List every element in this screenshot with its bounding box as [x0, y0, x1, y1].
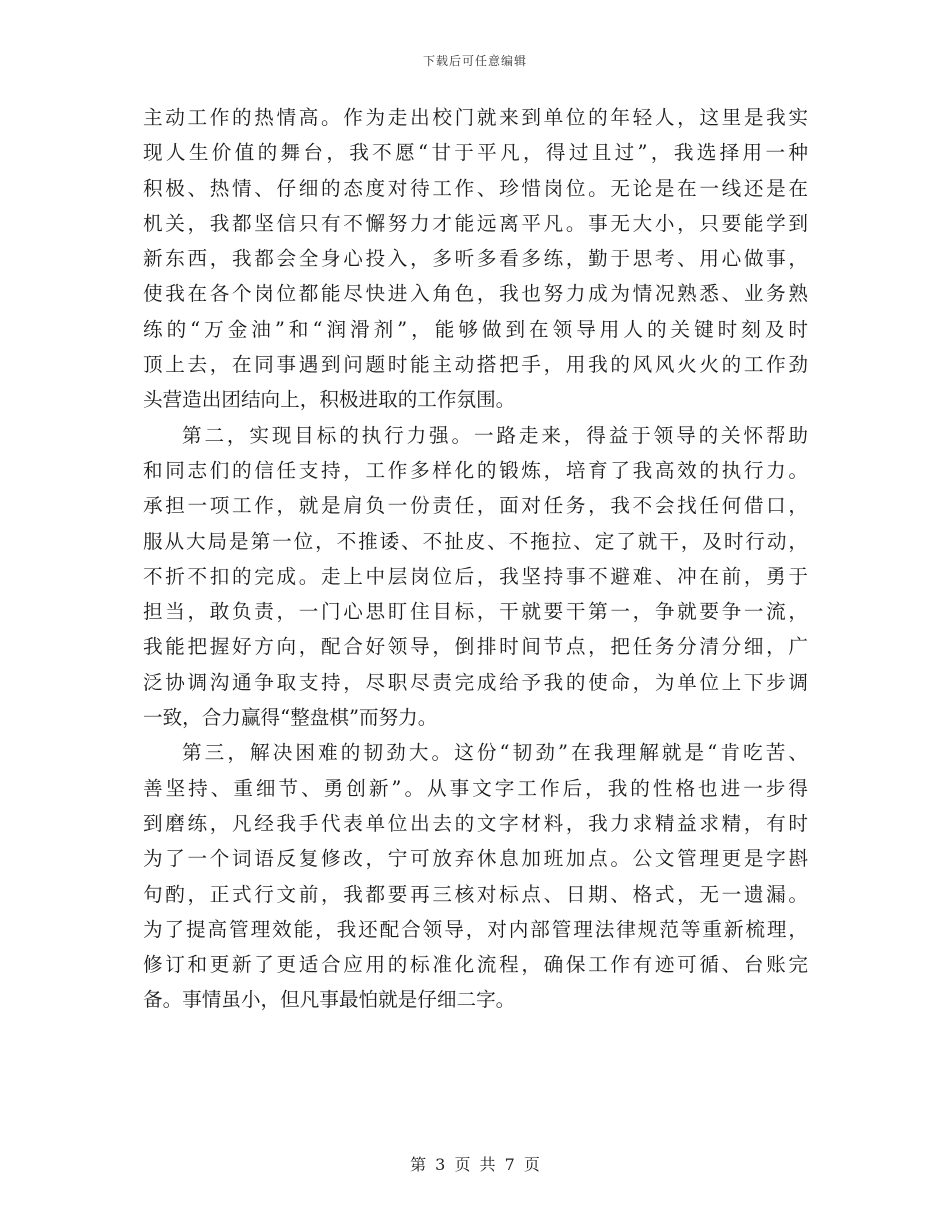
text-line: 顶上去，在同事遇到问题时能主动搭把手，用我的风风火火的工作劲: [143, 353, 808, 377]
text-line: 主动工作的热情高。作为走出校门就来到单位的年轻人，这里是我实: [143, 106, 808, 129]
text-line: 备。事情虽小，但凡事最怕就是仔细二字。: [143, 988, 516, 1012]
text-line: 服从大局是第一位，不推诿、不扯皮、不拖拉、定了就干，及时行动，: [143, 529, 808, 553]
text-line: 句酌，正式行文前，我都要再三核对标点、日期、格式，无一遗漏。: [143, 882, 808, 906]
paragraph-1: [143, 100, 808, 418]
text-line: 我能把握好方向，配合好领导，倒排时间节点，把任务分清分细，广: [143, 635, 808, 659]
text-line: 现人生价值的舞台，我不愿“甘于平凡，得过且过”，我选择用一种: [143, 141, 808, 165]
text-line: 第三，解决困难的韧劲大。这份“韧劲”在我理解就是“肯吃苦、: [182, 741, 808, 765]
text-line: 一致，合力赢得“整盘棋”而努力。: [143, 706, 438, 730]
text-line: 第二，实现目标的执行力强。一路走来，得益于领导的关怀帮助: [182, 423, 808, 447]
text-line: 不折不扣的完成。走上中层岗位后，我坚持事不避难、冲在前，勇于: [143, 564, 808, 588]
text-line: 机关，我都坚信只有不懈努力才能远离平凡。事无大小，只要能学到: [143, 211, 808, 235]
paragraph-2: [143, 418, 808, 736]
text-line: 修订和更新了更适合应用的标准化流程，确保工作有迹可循、台账完: [143, 953, 808, 977]
text-line: 善坚持、重细节、勇创新”。从事文字工作后，我的性格也进一步得: [143, 776, 808, 800]
text-line: 使我在各个岗位都能尽快进入角色，我也努力成为情况熟悉、业务熟: [143, 282, 808, 306]
document-body: [143, 100, 808, 1018]
text-line: 积极、热情、仔细的态度对待工作、珍惜岗位。无论是在一线还是在: [143, 176, 808, 200]
text-line: 为了一个词语反复修改，宁可放弃休息加班加点。公文管理更是字斟: [143, 847, 808, 871]
page-number: 第 3 页 共 7 页: [410, 1155, 540, 1174]
text-line: 为了提高管理效能，我还配合领导，对内部管理法律规范等重新梳理，: [143, 917, 808, 941]
page-header-note: 下载后可任意编辑: [422, 54, 527, 68]
text-line: 承担一项工作，就是肩负一份责任，面对任务，我不会找任何借口，: [143, 494, 808, 518]
text-line: 泛协调沟通争取支持，尽职尽责完成给予我的使命，为单位上下步调: [143, 670, 808, 694]
text-line: 和同志们的信任支持，工作多样化的锻炼，培育了我高效的执行力。: [143, 458, 808, 482]
text-line: 头营造出团结向上，积极进取的工作氛围。: [143, 388, 516, 412]
text-line: 担当，敢负责，一门心思盯住目标，干就要干第一，争就要争一流，: [143, 600, 808, 624]
paragraph-3: [143, 735, 808, 1017]
text-line: 练的“万金油”和“润滑剂”，能够做到在领导用人的关键时刻及时: [143, 317, 808, 341]
text-line: 新东西，我都会全身心投入，多听多看多练，勤于思考、用心做事，: [143, 247, 808, 271]
text-line: 到磨练，凡经我手代表单位出去的文字材料，我力求精益求精，有时: [143, 811, 808, 835]
